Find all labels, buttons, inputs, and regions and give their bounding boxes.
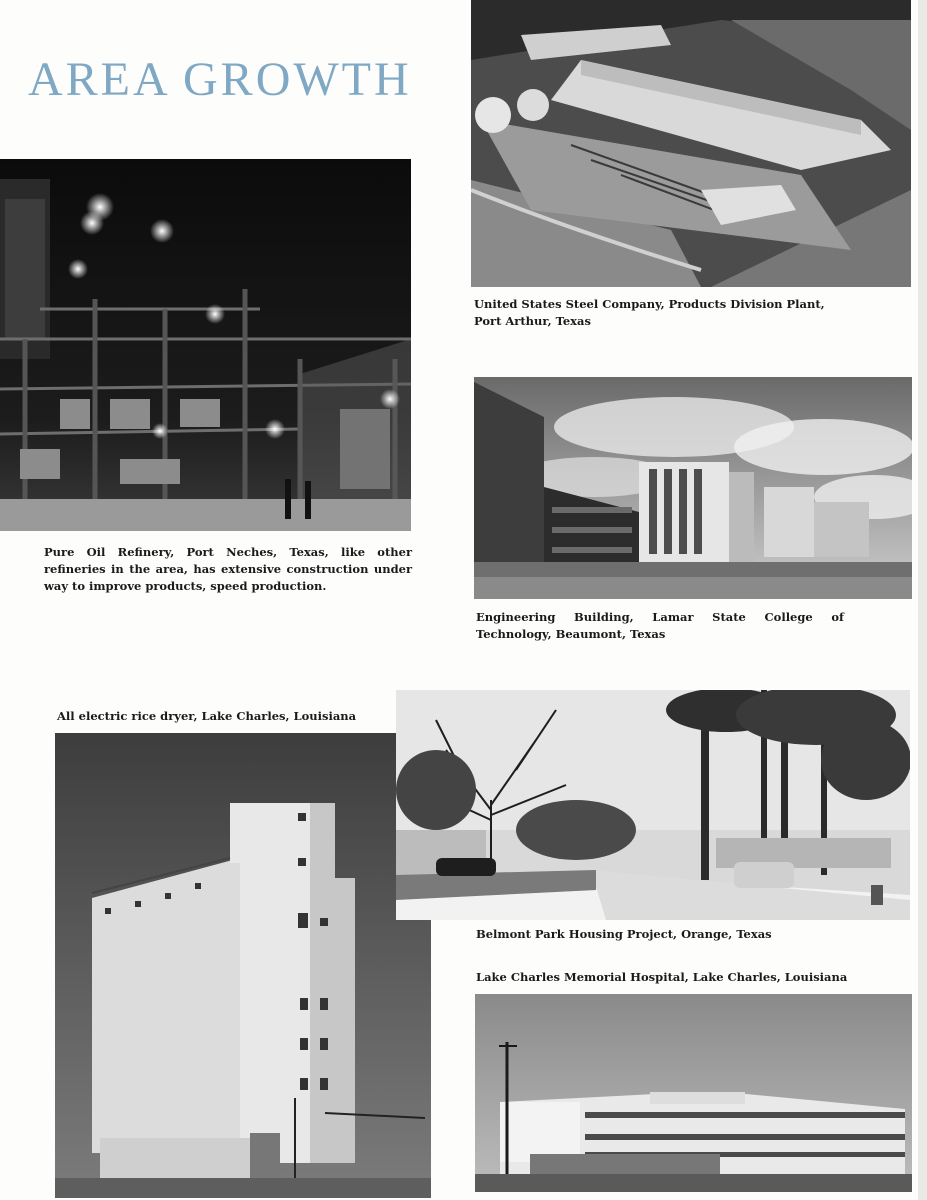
page-title: AREA GROWTH: [28, 53, 412, 106]
rice-dryer-photo: [55, 733, 431, 1198]
hospital-photo: [475, 994, 912, 1192]
engineering-building-photo: [474, 377, 912, 599]
housing-project-caption: Belmont Park Housing Project, Orange, Texas: [476, 927, 772, 941]
refinery-photo: [0, 159, 411, 531]
rice-dryer-caption: All electric rice dryer, Lake Charles, Louisiana: [57, 709, 357, 723]
engineering-building-caption: Engineering Building, Lamar State College of Technology, Beaumont, Texas: [476, 610, 844, 641]
steel-plant-photo: [471, 0, 911, 287]
page-edge: [918, 0, 927, 1200]
hospital-caption: Lake Charles Memorial Hospital, Lake Charles, Louisiana: [476, 970, 848, 984]
housing-project-photo: [396, 690, 910, 920]
steel-plant-caption: United States Steel Company, Products Division Plant, Port Arthur, Texas: [474, 297, 825, 328]
refinery-caption: Pure Oil Refinery, Port Neches, Texas, like other refineries in the area, has extensive construction under way to improve products, speed production.: [44, 545, 412, 593]
